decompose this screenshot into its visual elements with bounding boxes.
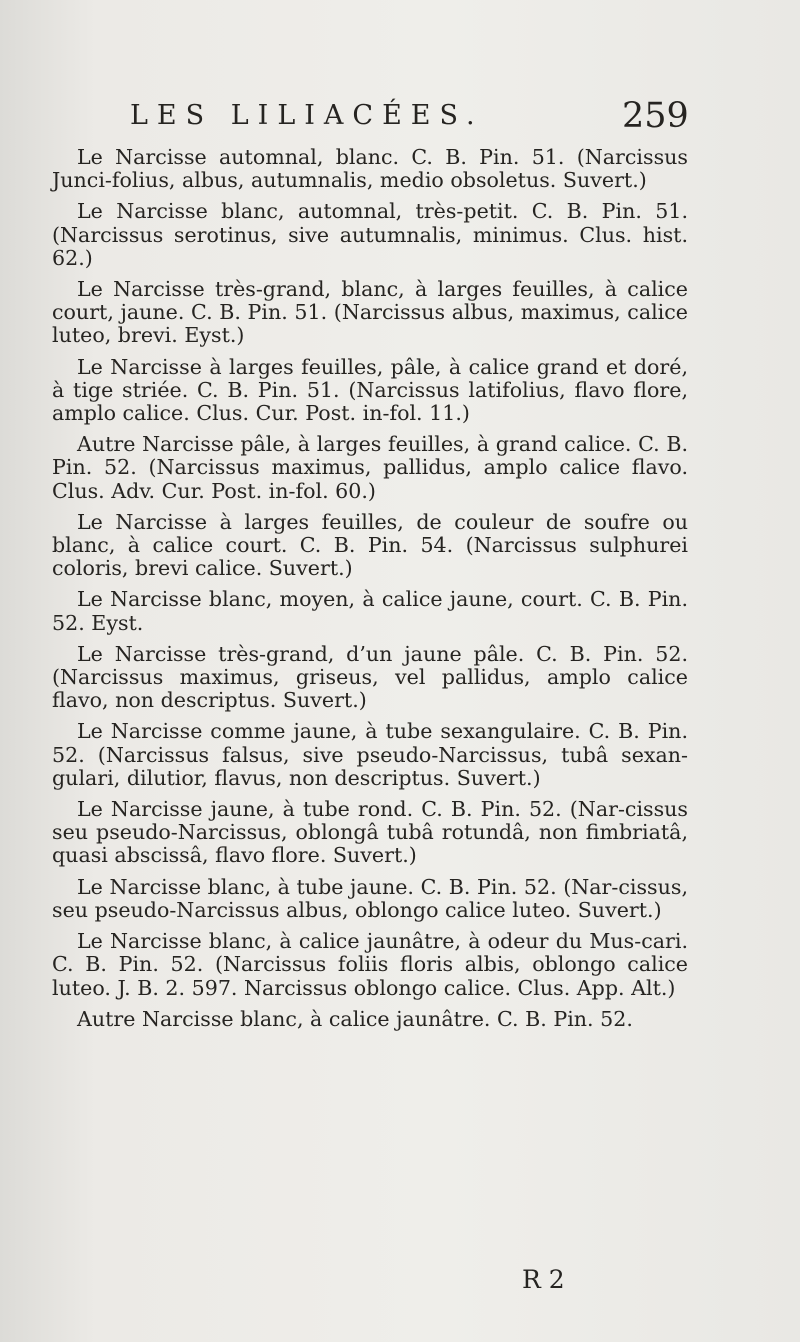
entry-6: Le Narcisse à larges feuilles, de couleur de soufre ou blanc, à calice court. C. B. Pin. 54. (Narcissus sulphurei coloris, brevi calice. Suvert.) <box>52 509 688 581</box>
entry-12: Le Narcisse blanc, à calice jaunâtre, à odeur du Mus-cari. C. B. Pin. 52. (Narcissus foliis floris albis, oblongo calice luteo. J. B. 2. 597. Narcissus oblongo calice. Clus. App. Alt.) <box>52 929 688 1000</box>
text-block <box>52 146 688 1039</box>
entry-5: Autre Narcisse pâle, à larges feuilles, à grand calice. C. B. Pin. 52. (Narcissus maximus, pallidus, amplo calice flavo. Clus. Adv. Cur. Post. in-fol. 60.) <box>52 432 688 503</box>
running-head <box>0 96 800 146</box>
entry-4: Le Narcisse à larges feuilles, pâle, à calice grand et doré, à tige striée. C. B. Pin. 51. (Narcissus latifolius, flavo flore, amplo calice. Clus. Cur. Post. in-fol. 11.) <box>52 354 688 426</box>
entry-7: Le Narcisse blanc, moyen, à calice jaune, court. C. B. Pin. 52. Eyst. <box>52 587 688 635</box>
entry-8: Le Narcisse très-grand, d’un jaune pâle. C. B. Pin. 52. (Narcissus maximus, griseus, vel pallidus, amplo calice flavo, non descriptus. Suvert.) <box>52 641 688 713</box>
entry-2: Le Narcisse blanc, automnal, très-petit. C. B. Pin. 51. (Narcissus serotinus, sive autumnalis, minimus. Clus. hist. 62.) <box>52 199 688 270</box>
entry-13: Autre Narcisse blanc, à calice jaunâtre. C. B. Pin. 52. <box>77 1006 633 1031</box>
entry-9: Le Narcisse comme jaune, à tube sexangulaire. C. B. Pin. 52. (Narcissus falsus, sive pseudo-Narcissus, tubâ sexan-gulari, dilutior, flavus, non descriptus. Suvert.) <box>52 719 688 790</box>
page-number: 259 <box>622 96 689 136</box>
signature-mark: R 2 <box>522 1265 565 1294</box>
entry-11: Le Narcisse blanc, à tube jaune. C. B. Pin. 52. (Nar-cissus, seu pseudo-Narcissus albus, oblongo calice luteo. Suvert.) <box>52 874 688 922</box>
entry-10: Le Narcisse jaune, à tube rond. C. B. Pin. 52. (Nar-cissus seu pseudo-Narcissus, oblongâ tubâ rotundâ, non fimbriatâ, quasi abscissâ, flavo flore. Suvert.) <box>52 797 688 868</box>
running-title: LES LILIACÉES. <box>130 100 484 131</box>
entry-1: Le Narcisse automnal, blanc. C. B. Pin. 51. (Narcissus Junci-folius, albus, autumnalis, medio obsoletus. Suvert.) <box>52 145 688 193</box>
entry-3: Le Narcisse très-grand, blanc, à larges feuilles, à calice court, jaune. C. B. Pin. 51. (Narcissus albus, maximus, calice luteo, brevi. Eyst.) <box>52 277 688 348</box>
